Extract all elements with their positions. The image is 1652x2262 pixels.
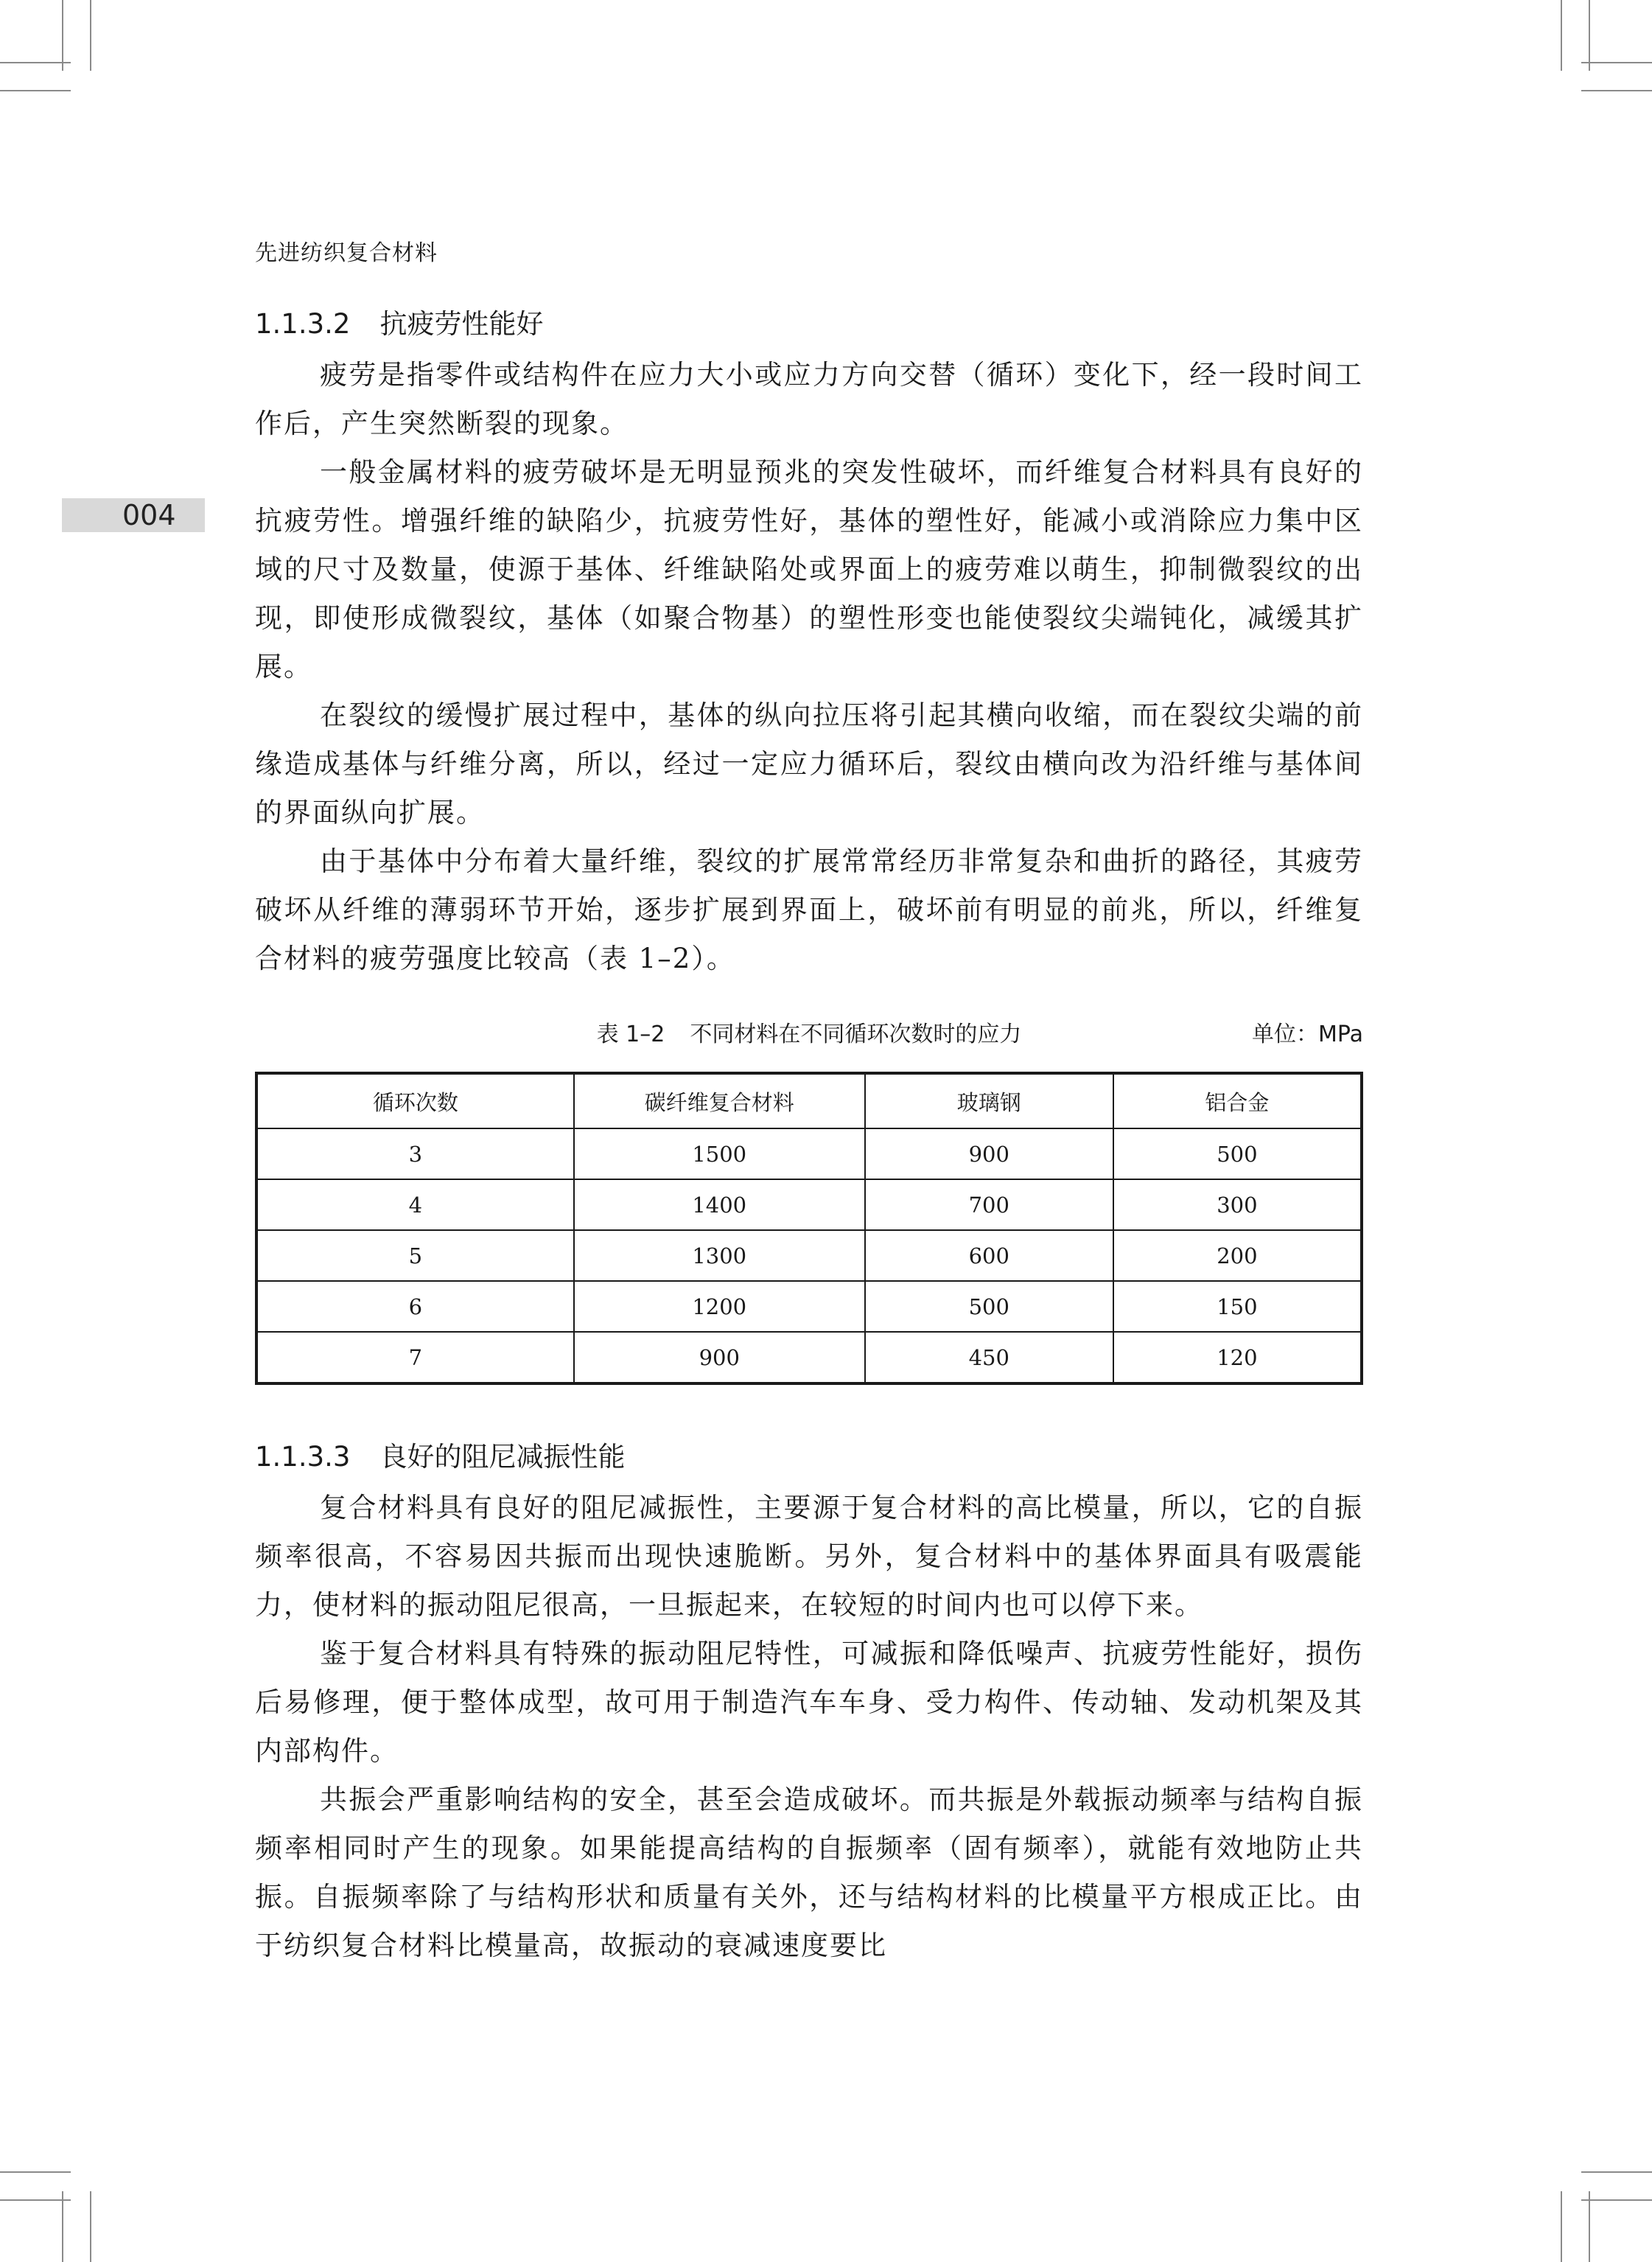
- table-cell: 200: [1113, 1230, 1362, 1281]
- section-heading: [255, 298, 1363, 351]
- table-cell: 1300: [574, 1230, 865, 1281]
- table-unit: 单位：MPa: [1251, 1022, 1363, 1047]
- crop-mark: [0, 2199, 71, 2201]
- column-header: 碳纤维复合材料: [574, 1073, 865, 1128]
- table-title: [255, 1014, 1363, 1055]
- table-cell: 450: [865, 1332, 1113, 1383]
- table-cell: 150: [1113, 1281, 1362, 1332]
- paragraph: 鉴于复合材料具有特殊的振动阻尼特性，可减振和降低噪声、抗疲劳性能好，损伤后易修理，便于整体成型，故可用于制造汽车车身、受力构件、传动轴、发动机架及其内部构件。: [255, 1638, 1363, 1767]
- table-cell: 900: [574, 1332, 865, 1383]
- column-header: 循环次数: [256, 1073, 574, 1128]
- crop-mark: [90, 2191, 91, 2262]
- table-cell: 1500: [574, 1128, 865, 1179]
- table-cell: 600: [865, 1230, 1113, 1281]
- table-cell: 700: [865, 1179, 1113, 1230]
- crop-mark: [1581, 62, 1652, 63]
- section-title: 抗疲劳性能好: [379, 308, 544, 340]
- section-heading: [255, 1431, 1363, 1484]
- running-head: 先进纺织复合材料: [255, 240, 438, 266]
- section-title: 良好的阻尼减振性能: [379, 1441, 626, 1473]
- crop-mark: [62, 0, 63, 71]
- table-cell: 5: [256, 1230, 574, 1281]
- section-block: [255, 1431, 1363, 1970]
- page-content: [255, 298, 1363, 1970]
- crop-mark: [1581, 90, 1652, 91]
- table-cell: 300: [1113, 1179, 1362, 1230]
- crop-mark: [0, 2171, 71, 2173]
- crop-mark: [1589, 0, 1590, 71]
- table-cell: 120: [1113, 1332, 1362, 1383]
- table-row: [256, 1128, 1362, 1179]
- table-cell: 1400: [574, 1179, 865, 1230]
- table-row: [256, 1332, 1362, 1383]
- crop-mark: [90, 0, 91, 71]
- paragraph: 共振会严重影响结构的安全，甚至会造成破坏。而共振是外载振动频率与结构自振频率相同时产生的现象。如果能提高结构的自振频率（固有频率），就能有效地防止共振。自振频率除了与结构形状和质量有关外，还与结构材料的比模量平方根成正比。由于纺织复合材料比模量高，故振动的衰减速度要比: [255, 1784, 1363, 1961]
- table-cell: 500: [865, 1281, 1113, 1332]
- section-number: 1.1.3.2: [255, 308, 351, 340]
- table-cell: 1200: [574, 1281, 865, 1332]
- crop-mark: [1581, 2199, 1652, 2201]
- table-cell: 900: [865, 1128, 1113, 1179]
- paragraph: 由于基体中分布着大量纤维，裂纹的扩展常常经历非常复杂和曲折的路径，其疲劳破坏从纤维的薄弱环节开始，逐步扩展到界面上，破坏前有明显的前兆，所以，纤维复合材料的疲劳强度比较高（表 1–2）。: [255, 845, 1363, 974]
- table-caption: [255, 1014, 1363, 1055]
- table-row: [256, 1179, 1362, 1230]
- crop-mark: [1561, 0, 1562, 71]
- crop-mark: [1561, 2191, 1562, 2262]
- table-cell: 500: [1113, 1128, 1362, 1179]
- table-number: 表 1–2: [596, 1022, 665, 1047]
- table-cell: 4: [256, 1179, 574, 1230]
- table-cell: 3: [256, 1128, 574, 1179]
- paragraph: 复合材料具有良好的阻尼减振性，主要源于复合材料的高比模量，所以，它的自振频率很高，不容易因共振而出现快速脆断。另外，复合材料中的基体界面具有吸震能力，使材料的振动阻尼很高，一旦振起来，在较短的时间内也可以停下来。: [255, 1492, 1363, 1621]
- crop-mark: [1581, 2171, 1652, 2173]
- section-number: 1.1.3.3: [255, 1441, 351, 1473]
- crop-mark: [0, 62, 71, 63]
- column-header: 铝合金: [1113, 1073, 1362, 1128]
- paragraph: 疲劳是指零件或结构件在应力大小或应力方向交替（循环）变化下，经一段时间工作后，产生突然断裂的现象。: [255, 359, 1363, 439]
- table-row: [256, 1281, 1362, 1332]
- table-cell: 6: [256, 1281, 574, 1332]
- table-header-row: [256, 1073, 1362, 1128]
- paragraph: 一般金属材料的疲劳破坏是无明显预兆的突发性破坏，而纤维复合材料具有良好的抗疲劳性。增强纤维的缺陷少，抗疲劳性好，基体的塑性好，能减小或消除应力集中区域的尺寸及数量，使源于基体、纤维缺陷处或界面上的疲劳难以萌生，抑制微裂纹的出现，即使形成微裂纹，基体（如聚合物基）的塑性形变也能使裂纹尖端钝化，减缓其扩展。: [255, 456, 1363, 683]
- column-header: 玻璃钢: [865, 1073, 1113, 1128]
- paragraph: 在裂纹的缓慢扩展过程中，基体的纵向拉压将引起其横向收缩，而在裂纹尖端的前缘造成基体与纤维分离，所以，经过一定应力循环后，裂纹由横向改为沿纤维与基体间的界面纵向扩展。: [255, 699, 1363, 828]
- crop-mark: [1589, 2191, 1590, 2262]
- stress-table: [255, 1072, 1363, 1385]
- table-title-text: 不同材料在不同循环次数时的应力: [690, 1022, 1022, 1047]
- table-cell: 7: [256, 1332, 574, 1383]
- crop-mark: [0, 90, 71, 91]
- crop-mark: [62, 2191, 63, 2262]
- table-row: [256, 1230, 1362, 1281]
- page-number: 004: [122, 499, 176, 531]
